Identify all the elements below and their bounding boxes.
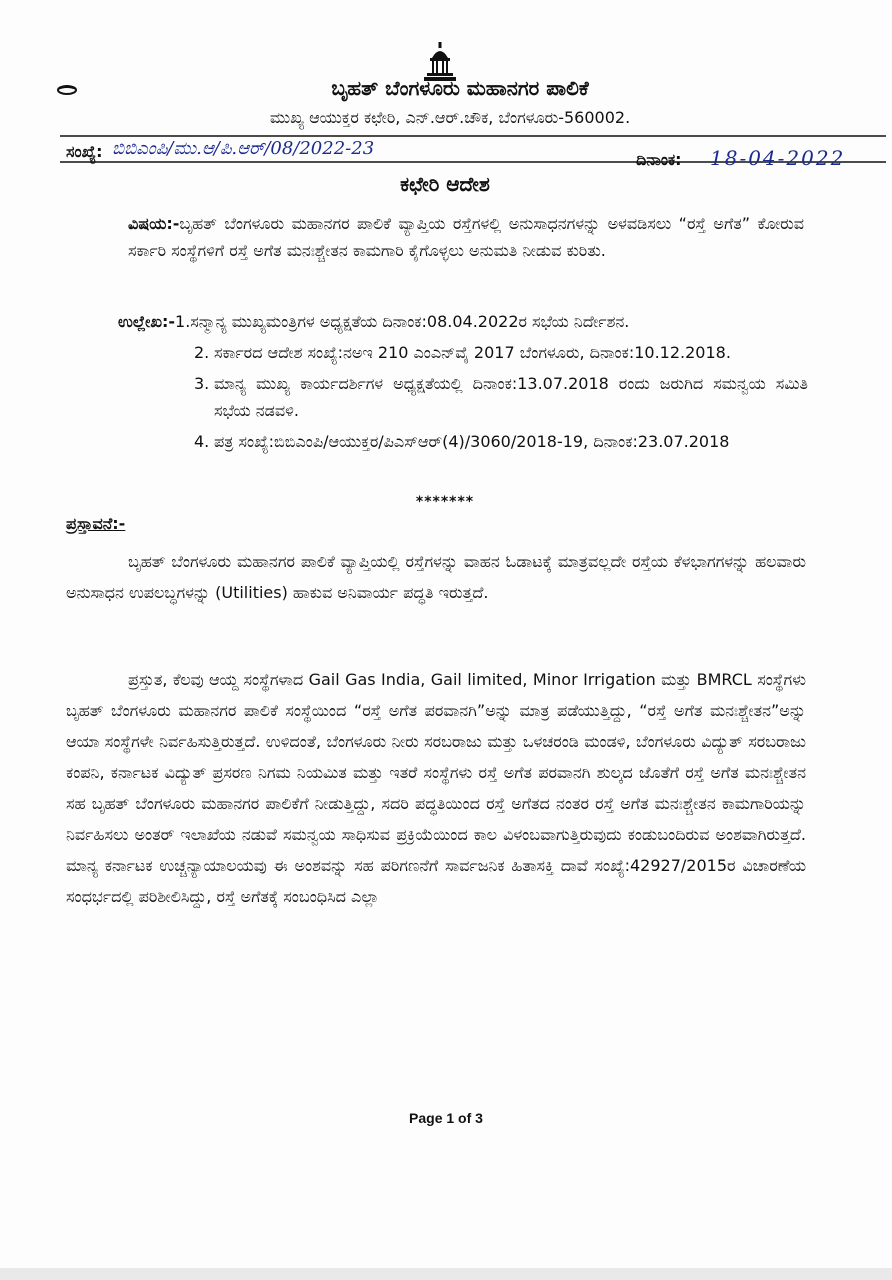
references-label: ಉಲ್ಲೇಖ:-	[118, 312, 176, 331]
reference-num: 1.	[175, 312, 191, 331]
subject-block	[128, 210, 804, 264]
reference-text: ಪತ್ರ ಸಂಖ್ಯೆ:ಬಿಬಿಎಂಪಿ/ಆಯುಕ್ತರ/ಪಿಎಸ್‌ಆರ್(4)/3060/2018-19, ದಿನಾಂಕ:23.07.2018	[214, 432, 730, 451]
reference-text: ಸನ್ಮಾನ್ಯ ಮುಖ್ಯಮಂತ್ರಿಗಳ ಅಧ್ಯಕ್ಷತೆಯ ದಿನಾಂಕ:08.04.2022ರ ಸಭೆಯ ನಿರ್ದೇಶನ.	[190, 312, 630, 331]
reference-text: ಸರ್ಕಾರದ ಆದೇಶ ಸಂಖ್ಯೆ:ನಅಇ 210 ಎಂಎನ್‌ವೈ 2017 ಬೆಂಗಳೂರು, ದಿನಾಂಕ:10.12.2018.	[214, 343, 731, 362]
subject-label: ವಿಷಯ:-	[128, 214, 180, 233]
reference-text: ಮಾನ್ಯ ಮುಖ್ಯ ಕಾರ್ಯದರ್ಶಿಗಳ ಅಧ್ಯಕ್ಷತೆಯಲ್ಲಿ ದಿನಾಂಕ:13.07.2018 ರಂದು ಜರುಗಿದ ಸಮನ್ವಯ ಸಮಿತಿ ಸಭೆಯ ನಡವಳಿ.	[214, 374, 808, 420]
date-label: ದಿನಾಂಕ:	[636, 150, 682, 169]
page-number: Page 1 of 3	[409, 1110, 483, 1126]
reference-num: 4.	[194, 432, 210, 451]
reference-item	[118, 339, 808, 366]
preamble-paragraph-1: ಬೃಹತ್ ಬೆಂಗಳೂರು ಮಹಾನಗರ ಪಾಲಿಕೆ ವ್ಯಾಪ್ತಿಯಲ್ಲಿ ರಸ್ತೆಗಳನ್ನು ವಾಹನ ಓಡಾಟಕ್ಕೆ ಮಾತ್ರವಲ್ಲದೇ ರಸ್ತೆಯ ಕೆಳಭಾಗಗಳನ್ನು ಹಲವಾರು ಅನುಸಾಧನ ಉಪಲಬ್ಧಗಳನ್ನು (Utilities) ಹಾಕುವ ಅನಿವಾರ್ಯ ಪದ್ಧತಿ ಇರುತ್ತದೆ.	[66, 552, 806, 602]
reference-label: ಸಂಖ್ಯೆ:	[66, 142, 103, 161]
reference-number-handwritten: ಬಿಬಿಎಂಪಿ/ಮು.ಆ/ಪಿ.ಆರ್/08/2022-23	[112, 138, 375, 159]
reference-num: 3.	[194, 374, 210, 393]
org-name: ಬೃಹತ್ ಬೆಂಗಳೂರು ಮಹಾನಗರ ಪಾಲಿಕೆ	[331, 76, 589, 100]
references-block	[118, 308, 808, 455]
org-address: ಮುಖ್ಯ ಆಯುಕ್ತರ ಕಛೇರಿ, ಎನ್.ಆರ್.ಚೌಕ, ಬೆಂಗಳೂರು-560002.	[269, 108, 631, 127]
reference-item	[118, 370, 808, 424]
preamble-label: ಪ್ರಸ್ತಾವನೆ:-	[66, 514, 126, 533]
reference-num: 2.	[194, 343, 210, 362]
separator: *******	[415, 494, 475, 510]
subject-text: ಬೃಹತ್ ಬೆಂಗಳೂರು ಮಹಾನಗರ ಪಾಲಿಕೆ ವ್ಯಾಪ್ತಿಯ ರಸ್ತೆಗಳಲ್ಲಿ ಅನುಸಾಧನಗಳನ್ನು ಅಳವಡಿಸಲು “ರಸ್ತೆ ಅಗೆತ” ಕೋರುವ ಸರ್ಕಾರಿ ಸಂಸ್ಥೆಗಳಿಗೆ ರಸ್ತೆ ಅಗೆತ ಮನಃಶ್ಚೇತನ ಕಾಮಗಾರಿ ಕೈಗೊಳ್ಳಲು ಅನುಮತಿ ನೀಡುವ ಕುರಿತು.	[128, 214, 804, 260]
scan-edge	[0, 1268, 892, 1280]
date-handwritten: 18-04-2022	[710, 146, 846, 170]
order-title: ಕಛೇರಿ ಆದೇಶ	[400, 172, 490, 196]
punch-hole-mark-icon	[56, 80, 78, 96]
reference-item	[118, 428, 808, 455]
preamble-paragraph-2: ಪ್ರಸ್ತುತ, ಕೆಲವು ಆಯ್ದ ಸಂಸ್ಥೆಗಳಾದ Gail Gas India, Gail limited, Minor Irrigation ಮತ್ತು BMRCL ಸಂಸ್ಥೆಗಳು ಬೃಹತ್ ಬೆಂಗಳೂರು ಮಹಾನಗರ ಪಾಲಿಕೆ ಸಂಸ್ಥೆಯಿಂದ “ರಸ್ತೆ ಅಗೆತ ಪರವಾನಗಿ”ಅನ್ನು ಮಾತ್ರ ಪಡೆಯುತ್ತಿದ್ದು, “ರಸ್ತೆ ಅಗೆತ ಮನಃಶ್ಚೇತನ”ಅನ್ನು ಆಯಾ ಸಂಸ್ಥೆಗಳೇ ನಿರ್ವಹಿಸುತ್ತಿರುತ್ತದೆ. ಉಳಿದಂತೆ, ಬೆಂಗಳೂರು ನೀರು ಸರಬರಾಜು ಮತ್ತು ಒಳಚರಂಡಿ ಮಂಡಳಿ, ಬೆಂಗಳೂರು ವಿದ್ಯುತ್ ಸರಬರಾಜು ಕಂಪನಿ, ಕರ್ನಾಟಕ ವಿದ್ಯುತ್ ಪ್ರಸರಣ ನಿಗಮ ನಿಯಮಿತ ಮತ್ತು ಇತರೆ ಸಂಸ್ಥೆಗಳು ರಸ್ತೆ ಅಗೆತ ಪರವಾನಗಿ ಶುಲ್ಕದ ಜೊತೆಗೆ ರಸ್ತೆ ಅಗೆತ ಮನಃಶ್ಚೇತನ ಸಹ ಬೃಹತ್ ಬೆಂಗಳೂರು ಮಹಾನಗರ ಪಾಲಿಕೆಗೆ ನೀಡುತ್ತಿದ್ದು, ಸದರಿ ಪದ್ಧತಿಯಿಂದ ರಸ್ತೆ ಅಗೆತದ ನಂತರ ರಸ್ತೆ ಅಗೆತ ಮನಃಶ್ಚೇತನ ಕಾಮಗಾರಿಯನ್ನು ನಿರ್ವಹಿಸಲು ಅಂತರ್ ಇಲಾಖೆಯ ನಡುವೆ ಸಮನ್ವಯ ಸಾಧಿಸುವ ಪ್ರಕ್ರಿಯೆಯಿಂದ ಕಾಲ ವಿಳಂಬವಾಗುತ್ತಿರುವುದು ಕಂಡುಬಂದಿರುವ ಅಂಶವಾಗಿರುತ್ತದೆ. ಮಾನ್ಯ ಕರ್ನಾಟಕ ಉಚ್ಚನ್ಯಾಯಾಲಯವು ಈ ಅಂಶವನ್ನು ಸಹ ಪರಿಗಣನೆಗೆ ಸಾರ್ವಜನಿಕ ಹಿತಾಸಕ್ತಿ ದಾವೆ ಸಂಖ್ಯೆ:42927/2015ರ ವಿಚಾರಣೆಯ ಸಂಧರ್ಭದಲ್ಲಿ ಪರಿಶೀಲಿಸಿದ್ದು, ರಸ್ತೆ ಅಗೆತಕ್ಕೆ ಸಂಬಂಧಿಸಿದ ಎಲ್ಲಾ	[66, 670, 806, 906]
